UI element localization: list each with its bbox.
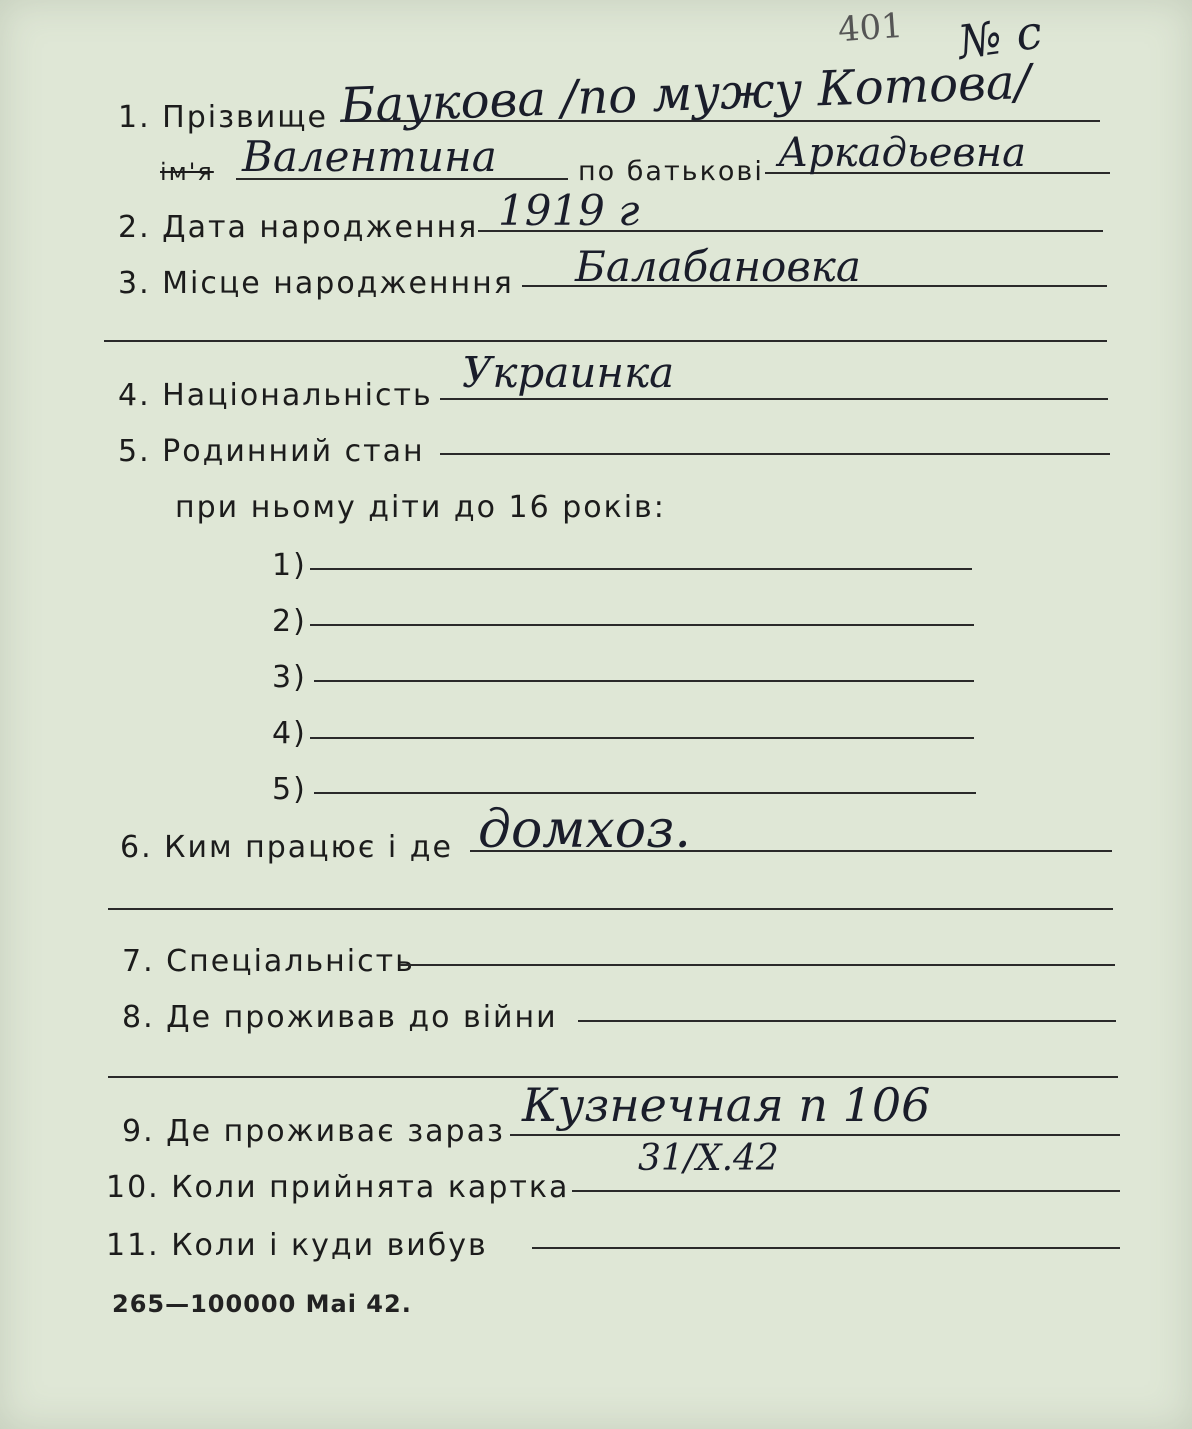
corner-mark: № с xyxy=(954,4,1046,70)
nationality-label: 4. Національність xyxy=(118,378,433,413)
children-heading: при ньому діти до 16 років: xyxy=(175,490,666,525)
child-4-label: 4) xyxy=(272,716,307,751)
family-status-label: 5. Родинний стан xyxy=(118,434,425,469)
child-1-label: 1) xyxy=(272,548,307,583)
specialty-line xyxy=(400,964,1115,966)
occupation-value: домхоз. xyxy=(478,800,691,860)
current-residence-label: 9. Де проживає зараз xyxy=(122,1114,505,1149)
surname-value: Баукова /по мужу Котова/ xyxy=(339,53,1032,135)
prewar-residence-line xyxy=(578,1020,1116,1022)
occupation-label: 6. Ким працює і де xyxy=(120,830,453,865)
child-3-line xyxy=(314,680,974,682)
current-residence-line xyxy=(510,1134,1120,1136)
patronymic-label: по батькові xyxy=(578,156,764,187)
current-residence-value: Кузнечная п 106 xyxy=(522,1078,931,1132)
archive-number: 401 xyxy=(836,5,905,51)
child-2-line xyxy=(310,624,974,626)
name-label: ім'я xyxy=(160,158,214,186)
birth-place-value: Балабановка xyxy=(575,242,861,291)
child-5-label: 5) xyxy=(272,772,307,807)
card-accepted-label: 10. Коли прийнята картка xyxy=(106,1170,570,1205)
departed-label: 11. Коли і куди вибув xyxy=(106,1228,488,1263)
specialty-label: 7. Спеціальність xyxy=(122,944,415,979)
name-value: Валентина xyxy=(242,132,497,181)
birth-place-label: 3. Місце народженння xyxy=(118,266,514,301)
nationality-line xyxy=(440,398,1108,400)
child-1-line xyxy=(310,568,972,570)
card-accepted-value: 31/X.42 xyxy=(638,1138,779,1179)
card-accepted-line xyxy=(572,1190,1120,1192)
prewar-residence-label: 8. Де проживав до війни xyxy=(122,1000,558,1035)
nationality-value: Украинка xyxy=(462,348,675,397)
departed-line xyxy=(532,1247,1120,1249)
occupation-line-2 xyxy=(108,908,1113,910)
print-code: 265—100000 Mai 42. xyxy=(112,1290,412,1318)
surname-label: 1. Прізвище xyxy=(118,100,328,135)
child-5-line xyxy=(314,792,976,794)
child-4-line xyxy=(310,737,974,739)
child-3-label: 3) xyxy=(272,660,307,695)
family-status-line xyxy=(440,453,1110,455)
patronymic-value: Аркадьевна xyxy=(778,130,1026,176)
birth-date-label: 2. Дата народження xyxy=(118,210,479,245)
child-2-label: 2) xyxy=(272,604,307,639)
birth-date-value: 1919 г xyxy=(498,186,640,235)
birth-place-line-2 xyxy=(104,340,1107,342)
